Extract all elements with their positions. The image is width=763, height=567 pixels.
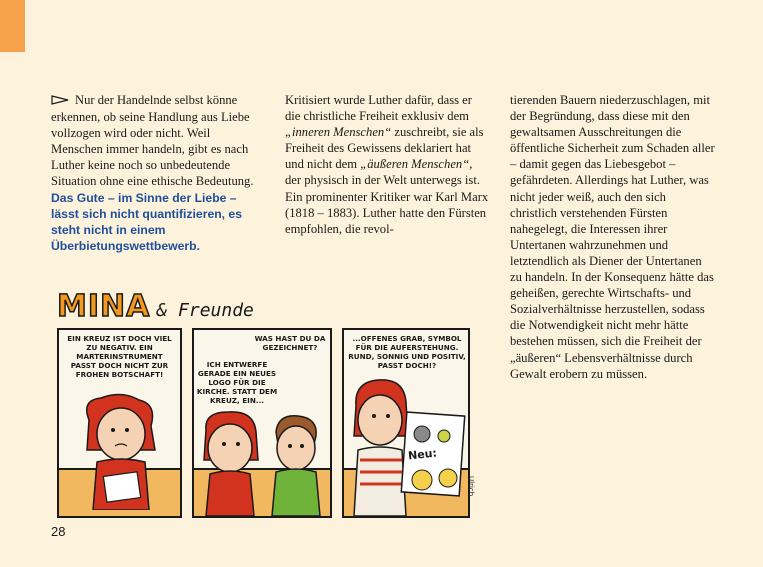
panel3-sign: Neu: [407, 446, 438, 463]
text-column-3 [510, 92, 715, 382]
panel3-speech: ...OFFENES GRAB, SYMBOL FÜR DIE AUFERSTEHUNG. RUND, SONNIG UND POSITIV, PASST DOCH!? [348, 334, 466, 370]
mina-and-friend-icon [198, 410, 330, 516]
arrow-marker-icon [51, 93, 69, 109]
column1-highlight: Das Gute – im Sinne der Liebe – lässt sich nicht quantifizieren, es steht nicht in einem Überbietungswettbewerb. [51, 190, 242, 253]
column2-em2: „äußeren Menschen“ [360, 157, 470, 172]
panel2-speech-b: ICH ENTWERFE GERADE EIN NEUES LOGO FÜR DIE KIRCHE. STATT DEM KREUZ, EIN... [196, 360, 278, 405]
panel1-speech: EIN KREUZ IST DOCH VIEL ZU NEGATIV. EIN MARTERINSTRUMENT PASST DOCH NICHT ZUR FROHEN BOTSCHAFT! [67, 334, 172, 379]
column2-part2: zuschreibt, sie als Freiheit des Gewissens deklariert hat und nicht dem [285, 125, 484, 172]
page-number: 28 [51, 524, 66, 539]
column2-part3: , der physisch in der Welt unterwegs ist. Ein prominenter Kritiker war Karl Marx (1818 – 1883). Luther hatte den Fürsten empfohlen, die revol- [285, 157, 489, 236]
comic-title-sub: & Freunde [156, 300, 254, 321]
column2-part1: Kritisiert wurde Luther dafür, dass er die christliche Freiheit exklusiv dem [285, 93, 472, 124]
text-column-1 [51, 92, 256, 254]
artist-signature: Ulrich [467, 476, 475, 497]
comic-strip [57, 286, 477, 526]
comic-title-main: MINA [57, 289, 151, 324]
text-column-2 [285, 92, 490, 237]
panel2-speech-a: WAS HAST DU DA GEZEICHNET? [254, 334, 326, 352]
comic-panel-2 [192, 328, 332, 518]
comic-panel-1 [57, 328, 182, 518]
corner-tab [0, 0, 25, 52]
comic-panel-3 [342, 328, 470, 518]
comic-title [57, 286, 254, 324]
column1-intro: Nur der Handelnde selbst könne erkennen, ob seine Handlung aus Liebe vollzogen wird oder nicht. Weil Menschen immer handeln, gibt es nach Luther keine noch so unbedeutende Situation ohne eine ethische Bedeutung. [51, 93, 254, 189]
column2-em1: „inneren Menschen“ [285, 125, 392, 140]
column3-text: tierenden Bauern niederzuschlagen, mit der Begründung, dass diese mit den gewaltsamen Ausschreitungen die öffentliche Sicherheit zum Schaden aller – damit gegen das Liebesgebot – gefährdeten. Allerdings hat Luther, was nicht jeder weiß, auch den sich christlich verstehenden Fürsten nahegelegt, die Interessen ihrer Untertanen wahrzunehmen und letztendlich als Diener der Untertanen zu handeln. In der Konsequenz hätte das geheißen, gerechte Wirtschafts- und Sozialverhältnisse herzustellen, sodass die Notwendigkeit nicht mehr hätte bestehen müssen, sich die Freiheit der „äußeren“ Lebensverhältnisse durch Gewalt erobern zu müssen. [510, 93, 715, 381]
mina-with-logo-icon [350, 376, 468, 516]
mina-figure-icon [71, 390, 171, 510]
